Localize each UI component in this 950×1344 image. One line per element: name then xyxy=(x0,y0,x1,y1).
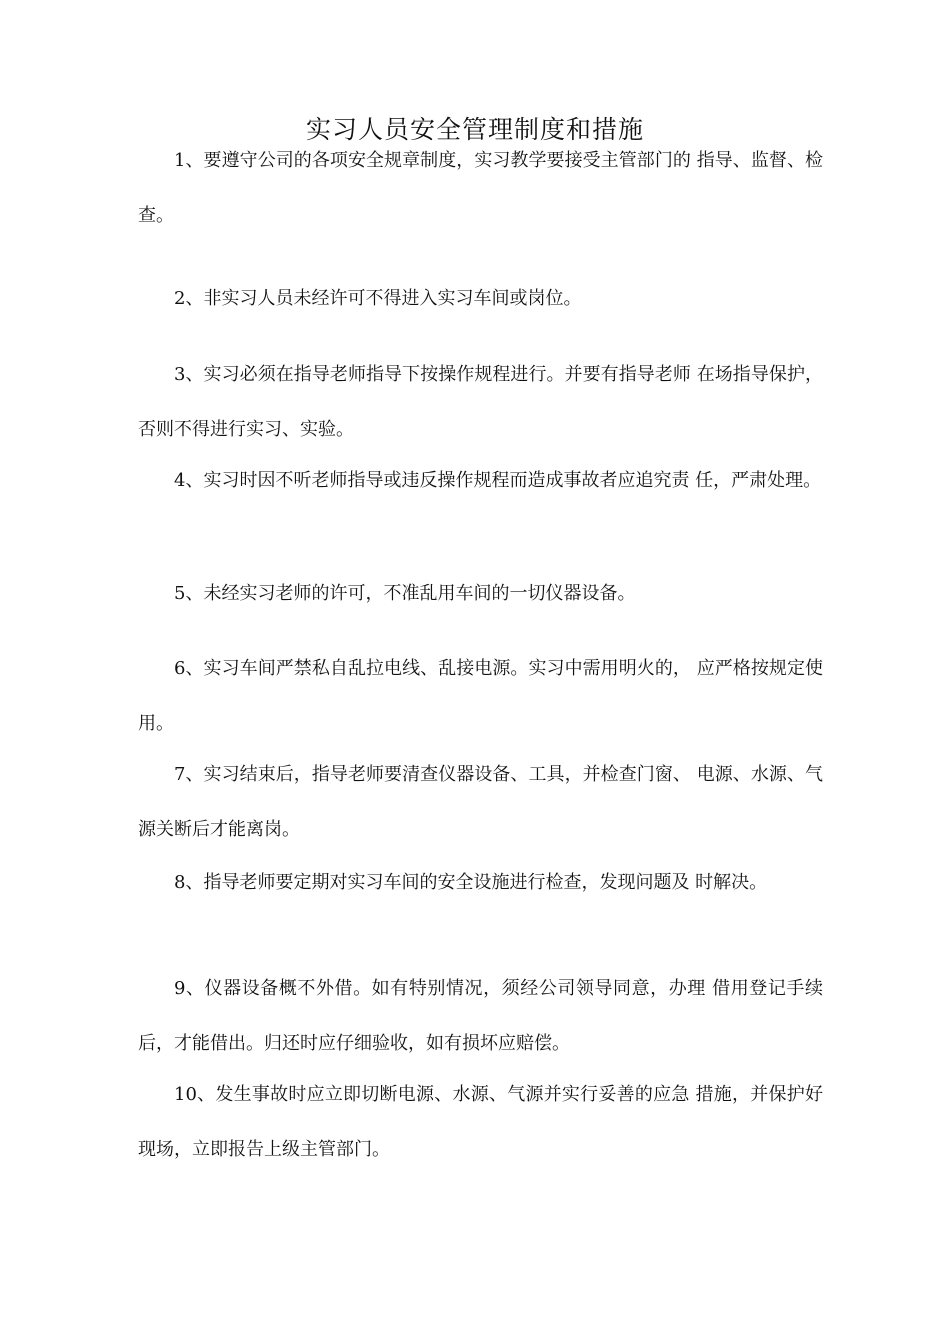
rule-item-9: 9、仪器设备概不外借。如有特别情况，须经公司领导同意，办理 借用登记手续后，才能借出。归还时应仔细验收，如有损坏应赔偿。 xyxy=(138,978,823,1054)
rule-item-3: 3、实习必须在指导老师指导下按操作规程进行。并要有指导老师 在场指导保护，否则不得进行实习、实验。 xyxy=(138,364,823,440)
rule-item-6: 6、实习车间严禁私自乱拉电线、乱接电源。实习中需用明火的， 应严格按规定使用。 xyxy=(138,658,823,734)
rule-item-7: 7、实习结束后，指导老师要清查仪器设备、工具，并检查门窗、 电源、水源、气源关断后才能离岗。 xyxy=(138,764,823,840)
rule-item-10: 10、发生事故时应立即切断电源、水源、气源并实行妥善的应急 措施，并保护好现场，立即报告上级主管部门。 xyxy=(138,1084,823,1160)
rule-item-8: 8、指导老师要定期对实习车间的安全设施进行检查，发现问题及 时解决。 xyxy=(174,872,768,893)
rule-item-1: 1、要遵守公司的各项安全规章制度，实习教学要接受主管部门的 指导、监督、检查。 xyxy=(138,150,823,226)
rule-item-4: 4、实习时因不听老师指导或违反操作规程而造成事故者应追究责 任，严肃处理。 xyxy=(174,470,822,491)
rule-item-5: 5、未经实习老师的许可，不准乱用车间的一切仪器设备。 xyxy=(174,583,636,604)
page-title: 实习人员安全管理制度和措施 xyxy=(305,115,644,144)
rule-item-2: 2、非实习人员未经许可不得进入实习车间或岗位。 xyxy=(174,288,582,309)
